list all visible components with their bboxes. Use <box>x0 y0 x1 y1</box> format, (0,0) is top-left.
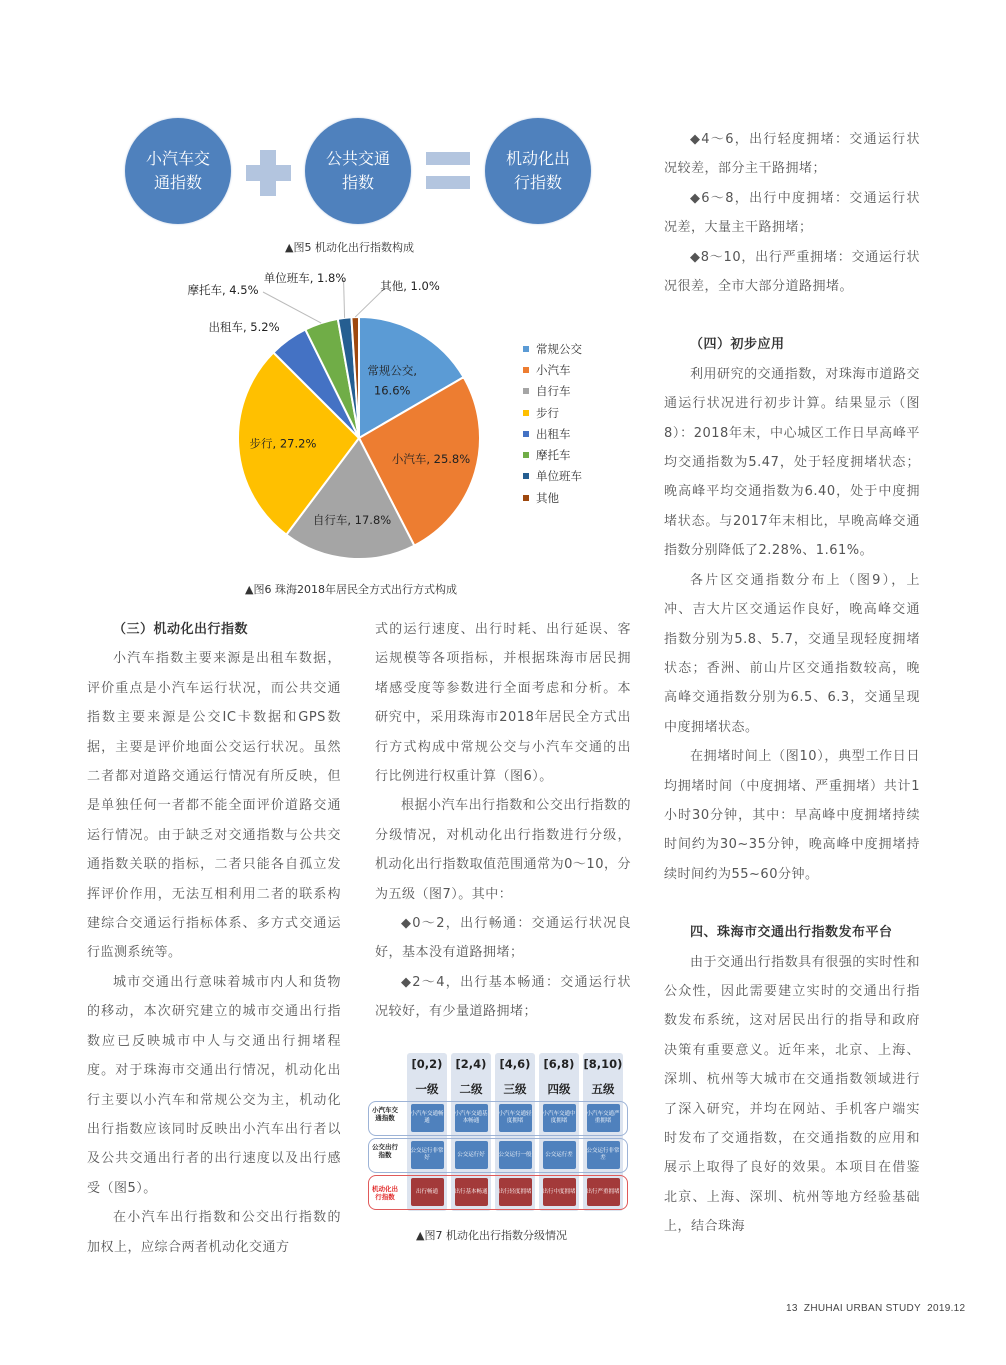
column-1 <box>87 615 341 1262</box>
section-heading-3: （三）机动化出行指数 <box>113 622 249 637</box>
paragraph: 在小汽车出行指数和公交出行指数的加权上，应综合两者机动化交通方 <box>87 1210 341 1255</box>
legend-swatch <box>523 388 529 394</box>
range-header: [8,10) <box>583 1057 623 1071</box>
legend-label: 自行车 <box>536 384 571 399</box>
legend-swatch <box>523 452 529 458</box>
legend-label: 其他 <box>536 490 559 505</box>
page-footer <box>786 1303 965 1314</box>
grade-cell: 公交运行非常好 <box>411 1141 444 1169</box>
pie-data-label: 摩托车, 4.5% <box>187 283 259 297</box>
level-header: 五级 <box>591 1082 615 1096</box>
circle-label: 公共交通指数 <box>325 149 390 192</box>
grade-cell: 出行严重拥堵 <box>587 1178 620 1206</box>
grade-cell: 公交运行差 <box>543 1141 576 1169</box>
level-header: 二级 <box>459 1082 483 1096</box>
figure-7-caption: ▲图7 机动化出行指数分级情况 <box>416 1229 567 1242</box>
level-header: 三级 <box>503 1082 527 1096</box>
page-number: 13 <box>786 1303 798 1314</box>
legend-label: 出租车 <box>536 426 571 441</box>
legend-swatch <box>523 495 529 501</box>
grade-cell: 出行基本畅通 <box>455 1178 488 1206</box>
legend-swatch <box>523 431 529 437</box>
legend-label: 小汽车 <box>536 362 571 377</box>
legend-label: 摩托车 <box>536 448 571 463</box>
legend-item <box>523 466 582 487</box>
row-label: 公交出行指数 <box>372 1143 398 1159</box>
column-3 <box>664 125 920 1242</box>
range-header: [2,4) <box>455 1057 487 1071</box>
grade-cell: 小汽车交通中度拥堵 <box>543 1104 576 1132</box>
pie-data-label: 常规公交, <box>367 363 418 378</box>
pie-data-label-value: 16.6% <box>373 383 411 398</box>
pie-data-label: 出租车, 5.2% <box>208 320 280 334</box>
figure-5-caption: ▲图5 机动化出行指数构成 <box>285 241 414 254</box>
legend-swatch <box>523 367 529 373</box>
pie-data-label: 自行车, 17.8% <box>312 512 392 527</box>
figure-7-grading-table <box>365 1045 630 1215</box>
paragraph: ◆4～6，出行轻度拥堵：交通运行状况较差，部分主干路拥堵； <box>664 132 920 177</box>
legend-label: 单位班车 <box>536 469 582 484</box>
grade-cell: 小汽车交通基本畅通 <box>455 1104 488 1132</box>
chapter-heading: 四、珠海市交通出行指数发布平台 <box>690 925 893 941</box>
range-header: [4,6) <box>499 1057 531 1071</box>
grade-cell: 小汽车交通轻度拥堵 <box>499 1104 532 1132</box>
legend-item <box>523 402 582 423</box>
legend-label: 常规公交 <box>536 341 582 356</box>
legend-item <box>523 381 582 402</box>
pie-data-label: 其他, 1.0% <box>380 279 440 293</box>
journal-name: ZHUHAI URBAN STUDY <box>803 1303 921 1314</box>
paragraph: 根据小汽车出行指数和公交出行指数的分级情况，对机动化出行指数进行分级，机动化出行指数取值范围通常为0～10，分为五级（图7）。其中： <box>375 798 631 902</box>
level-header: 四级 <box>547 1082 571 1096</box>
legend-swatch <box>523 473 529 479</box>
grade-cell: 小汽车交通畅通 <box>411 1104 444 1132</box>
range-header: [0,2) <box>411 1057 443 1071</box>
paragraph: 各片区交通指数分布上（图9），上冲、吉大片区交通运作良好，晚高峰交通指数分别为5.8、5.7，交通呈现轻度拥堵状态；香洲、前山片区交通指数较高，晚高峰交通指数分别为6.5、6.3，交通呈现中度拥堵状态。 <box>664 572 920 735</box>
legend-item <box>523 359 582 380</box>
leader-line <box>263 292 321 323</box>
paragraph: 由于交通出行指数具有很强的实时性和公众性，因此需要建立实时的交通出行指数发布系统，这对居民出行的指导和政府决策有重要意义。近年来，北京、上海、深圳、杭州等大城市在交通指数领域进行了深入研究，并均在网站、手机客户端实时发布了交通指数，在交通指数的应用和展示上取得了良好的效果。本项目在借鉴北京、上海、深圳、杭州等地方经验基础上，结合珠海 <box>664 954 920 1235</box>
figure-6-caption: ▲图6 珠海2018年居民全方式出行方式构成 <box>245 583 457 596</box>
paragraph: 城市交通出行意味着城市内人和货物的移动，本次研究建立的城市交通出行指数应已反映城市中人与交通出行拥堵程度。对于珠海市交通出行情况，机动化出行主要以小汽车和常规公交为主，机动化出行指数应该同时反映出小汽车出行者以及公共交通出行者的出行速度以及出行感受（图5）。 <box>87 974 341 1196</box>
pie-data-label: 单位班车, 1.8% <box>263 271 347 285</box>
paragraph: ◆2～4，出行基本畅通：交通运行状况较好，有少量道路拥堵； <box>375 974 631 1020</box>
leader-line <box>344 280 345 318</box>
legend-swatch <box>523 410 529 416</box>
paragraph: 小汽车指数主要来源是出租车数据，评价重点是小汽车运行状况，而公共交通指数主要来源是公交IC卡数据和GPS数据，主要是评价地面公交运行状况。虽然二者都对道路交通运行情况有所反映，但是单独任何一者都不能全面评价道路交通运行情况。由于缺乏对交通指数与公共交通指数关联的指标，二者只能各自孤立发挥评价作用，无法互相利用二者的联系构建综合交通运行指标体系、多方式交通运行监测系统等。 <box>87 651 341 961</box>
grade-cell: 公交运行好 <box>455 1141 488 1169</box>
paragraph: ◆0～2，出行畅通：交通运行状况良好，基本没有道路拥堵； <box>375 916 631 961</box>
legend-label: 步行 <box>536 405 559 420</box>
row-label: 机动化出行指数 <box>372 1185 398 1201</box>
paragraph: ◆6～8，出行中度拥堵：交通运行状况差，大量主干路拥堵； <box>664 190 920 236</box>
issue-date: 2019.12 <box>927 1303 966 1314</box>
legend-swatch <box>523 346 529 352</box>
legend-item <box>523 444 582 465</box>
legend-item <box>523 423 582 444</box>
circle-label: 机动化出行指数 <box>505 149 570 192</box>
legend-item <box>523 487 582 508</box>
grade-cell: 出行畅通 <box>411 1178 444 1206</box>
grade-cell: 公交运行非常差 <box>587 1141 620 1169</box>
pie-data-label: 步行, 27.2% <box>249 436 317 451</box>
paragraph: 在拥堵时间上（图10），典型工作日日均拥堵时间（中度拥堵、严重拥堵）共计1小时30分钟，其中：早高峰中度拥堵持续时间约为30~35分钟，晚高峰中度拥堵持续时间约为55~60分钟。 <box>664 749 920 882</box>
grade-cell: 公交运行一般 <box>499 1141 532 1169</box>
row-label: 小汽车交通指数 <box>372 1106 398 1122</box>
pie-data-label: 小汽车, 25.8% <box>391 452 471 467</box>
range-header: [6,8) <box>543 1057 575 1071</box>
grade-cell: 出行轻度拥堵 <box>499 1178 532 1206</box>
circle-label: 小汽车交通指数 <box>145 149 210 192</box>
legend-item <box>523 338 582 359</box>
section-heading-4: （四）初步应用 <box>690 337 785 353</box>
grade-cell: 出行中度拥堵 <box>543 1178 576 1206</box>
grade-cell: 小汽车交通严重拥堵 <box>587 1104 620 1132</box>
column-2 <box>375 615 631 1027</box>
paragraph: 式的运行速度、出行时耗、出行延误、客运规模等各项指标，并根据珠海市居民拥堵感受度等参数进行全面考虑和分析。本研究中，采用珠海市2018年居民全方式出行方式构成中常规公交与小汽车交通的出行比例进行权重计算（图6）。 <box>375 622 631 785</box>
level-header: 一级 <box>415 1082 439 1096</box>
pie-legend <box>523 338 582 508</box>
paragraph: ◆8～10，出行严重拥堵：交通运行状况很差，全市大部分道路拥堵。 <box>664 249 920 295</box>
paragraph: 利用研究的交通指数，对珠海市道路交通运行状况进行初步计算。结果显示（图8）：2018年末，中心城区工作日早高峰平均交通指数为5.47，处于轻度拥堵状态；晚高峰平均交通指数为6.40，处于中度拥堵状态。与2017年末相比，早晚高峰交通指数分别降低了2.28%、1.61%。 <box>664 366 920 559</box>
